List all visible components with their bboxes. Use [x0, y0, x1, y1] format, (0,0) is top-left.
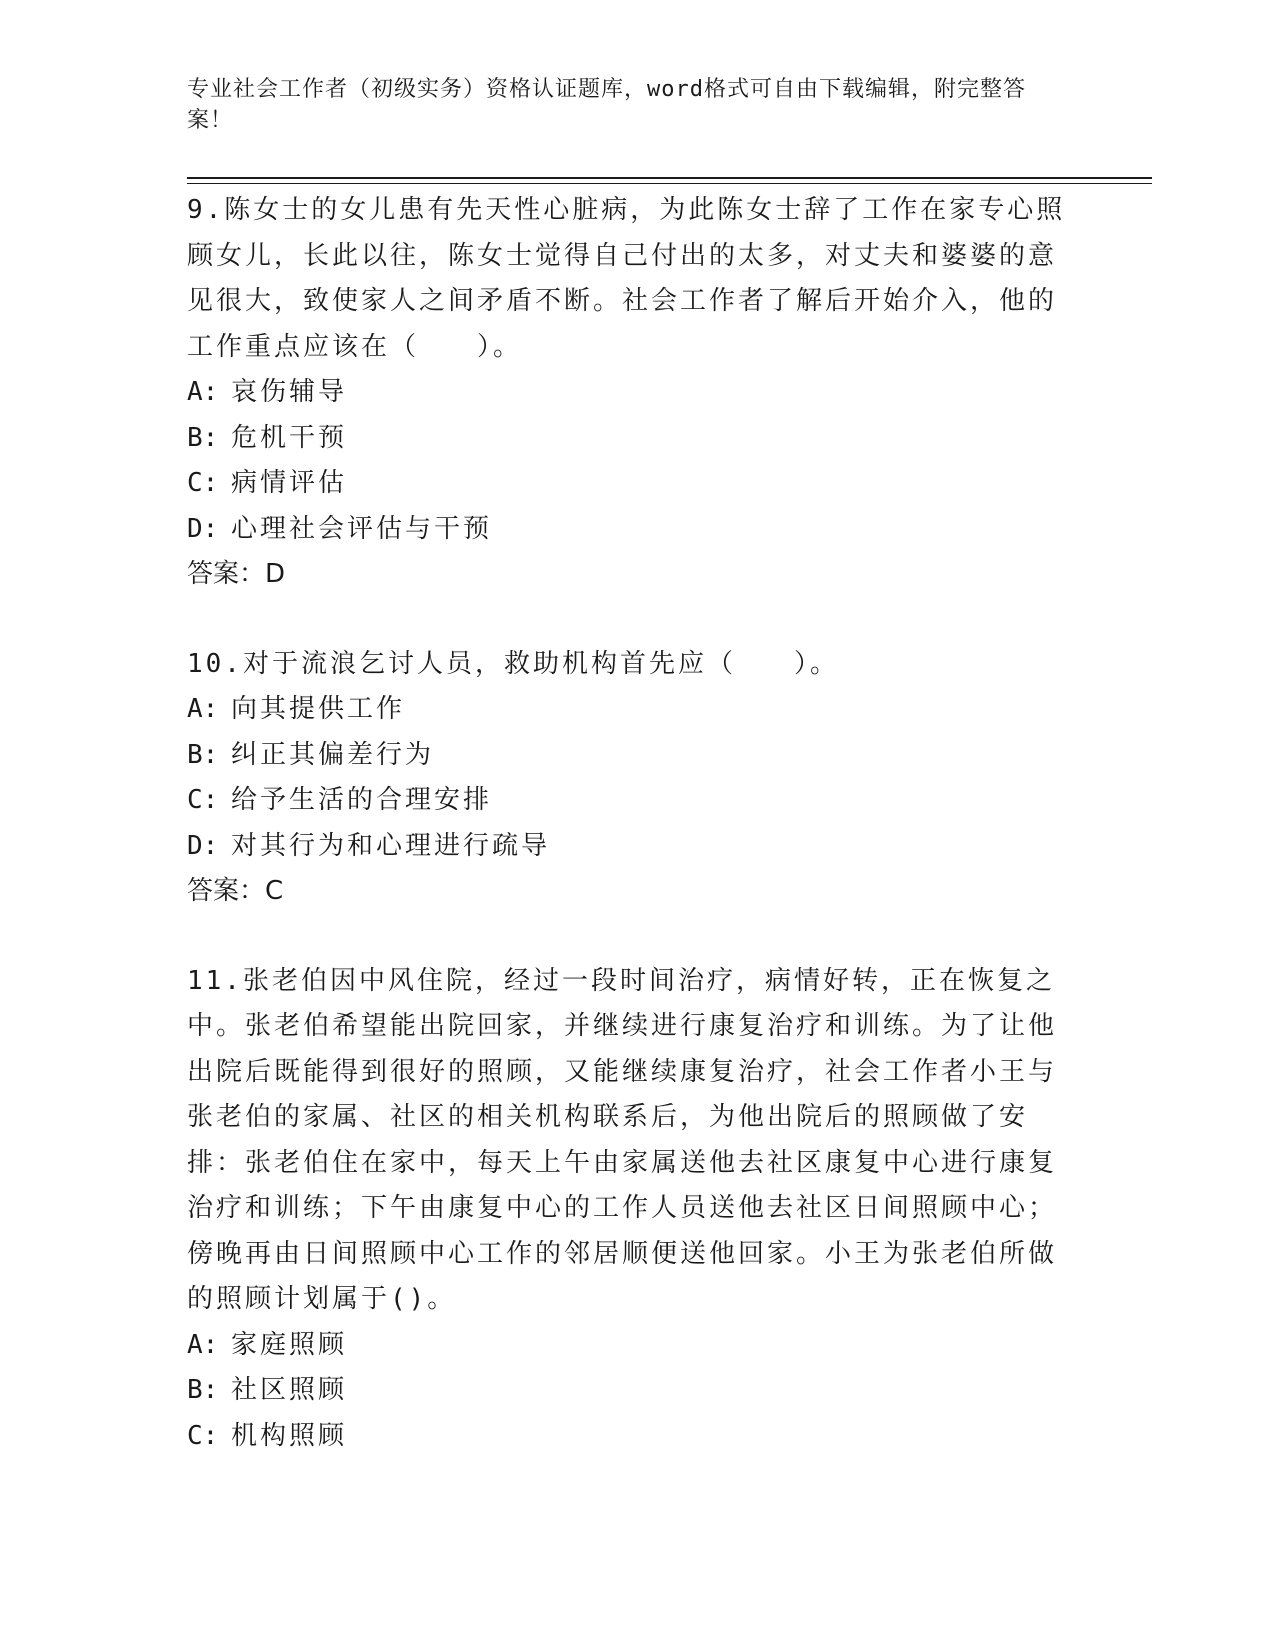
- option-a: [187, 687, 1067, 733]
- question-list: [187, 188, 1067, 1459]
- option-c: [187, 1414, 1067, 1460]
- option-c: [187, 461, 1067, 507]
- option-text: 向其提供工作: [231, 694, 406, 724]
- option-text: 给予生活的合理安排: [231, 785, 493, 815]
- option-key: C:: [187, 1420, 219, 1451]
- question-stem: 11.张老伯因中风住院，经过一段时间治疗，病情好转，正在恢复之中。张老伯希望能出院回家，并继续进行康复治疗和训练。为了让他出院后既能得到很好的照顾，又能继续康复治疗，社会工作者小王与张老伯的家属、社区的相关机构联系后，为他出院后的照顾做了安排：张老伯住在家中，每天上午由家属送他去社区康复中心进行康复治疗和训练；下午由康复中心的工作人员送他去社区日间照顾中心；傍晚再由日间照顾中心工作的邻居顺便送他回家。小王为张老伯所做的照顾计划属于()。: [187, 965, 1058, 1314]
- option-text: 哀伤辅导: [231, 377, 348, 407]
- option-text: 机构照顾: [231, 1420, 348, 1451]
- option-text: 危机干预: [231, 422, 348, 453]
- option-key: D:: [187, 830, 219, 861]
- option-b: [187, 733, 1067, 779]
- option-d: [187, 507, 1067, 553]
- option-key: B:: [187, 739, 219, 770]
- option-key: B:: [187, 1375, 219, 1405]
- question-block-11: [187, 959, 1067, 1460]
- option-b: [187, 416, 1067, 462]
- option-text: 社区照顾: [231, 1375, 348, 1405]
- header-divider-thin: [187, 183, 1152, 184]
- option-text: 纠正其偏差行为: [231, 739, 435, 770]
- option-a: [187, 370, 1067, 416]
- question-block-10: [187, 642, 1067, 915]
- option-text: 心理社会评估与干预: [231, 513, 493, 544]
- answer-line: 答案：D: [187, 559, 286, 589]
- question-stem: 9.陈女士的女儿患有先天性心脏病，为此陈女士辞了工作在家专心照顾女儿，长此以往，陈女士觉得自己付出的太多，对丈夫和婆婆的意见很大，致使家人之间矛盾不断。社会工作者了解后开始介入，他的工作重点应该在（ ）。: [187, 195, 1066, 362]
- option-key: C:: [187, 785, 219, 815]
- option-c: [187, 778, 1067, 824]
- option-key: C:: [187, 468, 219, 498]
- option-b: [187, 1368, 1067, 1414]
- option-d: [187, 824, 1067, 870]
- question-block-9: [187, 188, 1067, 598]
- option-key: A:: [187, 1329, 219, 1360]
- question-stem: 10.对于流浪乞讨人员，救助机构首先应（ ）。: [187, 648, 839, 679]
- option-key: A:: [187, 377, 219, 407]
- option-key: D:: [187, 513, 219, 544]
- header-divider-thick: [187, 177, 1152, 179]
- option-text: 病情评估: [231, 468, 348, 498]
- answer-line: 答案：C: [187, 876, 284, 906]
- document-header: 专业社会工作者（初级实务）资格认证题库，word格式可自由下载编辑，附完整答案！: [187, 77, 1026, 133]
- question-spacer: [187, 598, 1067, 642]
- option-a: [187, 1323, 1067, 1369]
- option-key: B:: [187, 422, 219, 453]
- option-text: 对其行为和心理进行疏导: [231, 830, 551, 861]
- option-key: A:: [187, 694, 219, 724]
- question-spacer: [187, 915, 1067, 959]
- option-text: 家庭照顾: [231, 1329, 348, 1360]
